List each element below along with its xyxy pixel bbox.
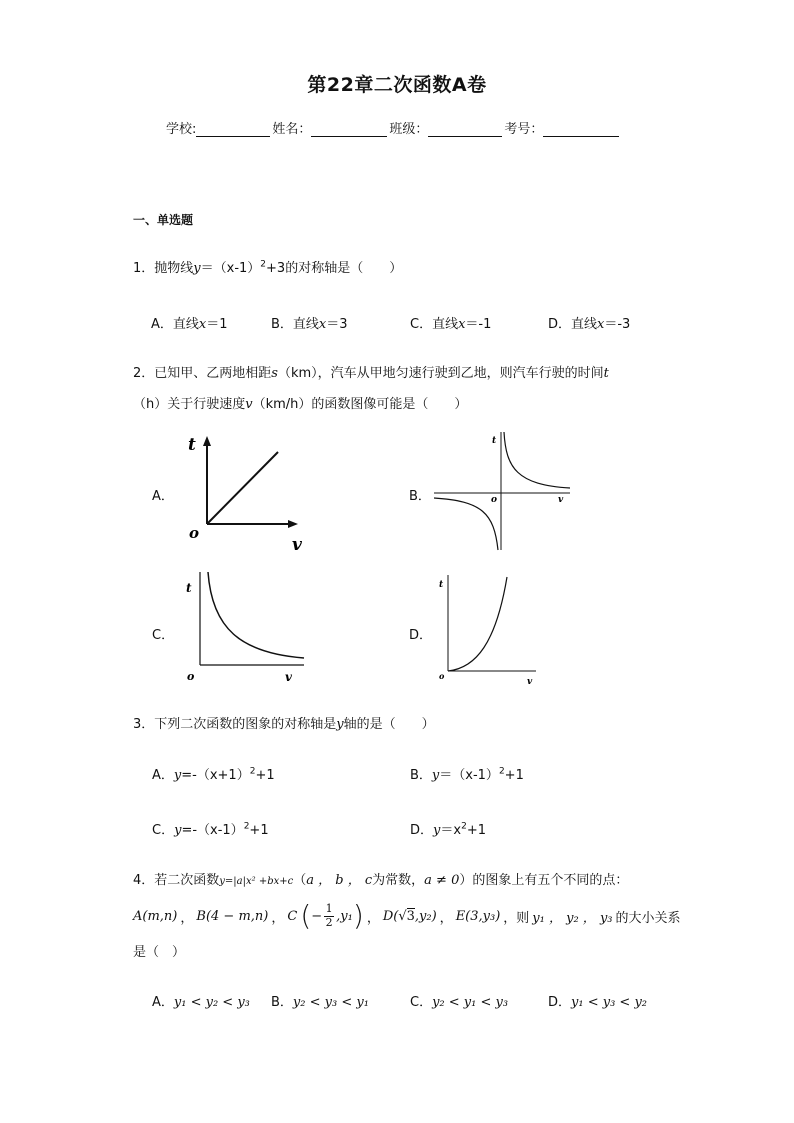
q4-point-a: A(m,n): [133, 908, 178, 924]
q3-option-d-tail: +1: [466, 823, 486, 838]
q4-point-c-denominator: 2: [325, 915, 333, 929]
graph-a-line: [207, 452, 278, 524]
section-heading: 一、单选题: [133, 213, 194, 227]
q1-exponent: 2: [260, 259, 267, 270]
q1-option-c-label: C．直线: [410, 317, 459, 332]
q4-comma-2: ，: [271, 910, 285, 926]
q4-sqrt-sign: √: [398, 908, 407, 924]
q4-text-b: （: [293, 873, 307, 888]
q4-option-a-label: A．: [152, 995, 174, 1010]
q3-option-c-tail: +1: [249, 823, 269, 838]
q2-graph-b[interactable]: [432, 428, 574, 553]
q2-text-c: （h）关于行驶速度: [133, 397, 246, 412]
q2-var-s: s: [271, 366, 278, 381]
q3-option-c-label: C．: [152, 823, 175, 838]
q4-option-c[interactable]: [410, 991, 508, 1010]
q1-option-d-label: D．直线: [548, 317, 598, 332]
q4-option-c-text: y₂ < y₁ < y₃: [432, 995, 509, 1010]
class-blank[interactable]: [428, 122, 502, 137]
graph-a-origin-label: o: [189, 524, 200, 542]
q4-text-c: 为常数，: [372, 873, 425, 888]
q4-option-d-label: D．: [548, 995, 572, 1010]
graph-b-origin-label: o: [491, 495, 498, 505]
q4-point-c-fraction: [324, 903, 334, 929]
q1-option-b-label: B．直线: [271, 317, 319, 332]
graph-b-curve-left: [434, 498, 498, 550]
q1-option-b-value: ＝3: [326, 317, 348, 332]
q1-stem-text: 1．抛物线: [133, 261, 194, 276]
q3-option-b-tail: +1: [504, 768, 524, 783]
q3-option-c-y: y: [174, 823, 182, 838]
q3-option-a-y: y: [173, 768, 182, 783]
graph-c-v-label: v: [285, 670, 292, 684]
q4-option-a[interactable]: [152, 991, 250, 1010]
q4-option-c-label: C．: [410, 995, 433, 1010]
q3-option-b-expr: ＝（x-1）: [439, 768, 499, 783]
q2-text-a: 2．已知甲、乙两地相距: [133, 366, 272, 381]
q3-text-a: 3．下列二次函数的图象的对称轴是: [133, 717, 337, 732]
student-info-line: [166, 118, 621, 137]
q4-text-d: ）的图象上有五个不同的点：: [459, 873, 629, 888]
graph-b-curve-right: [504, 432, 570, 488]
q4-point-d-pre: D(: [382, 908, 399, 924]
q1-option-a[interactable]: [151, 313, 228, 332]
q4-sqrt-radicand: 3: [406, 909, 415, 924]
graph-b-t-label: t: [492, 436, 497, 446]
q1-option-d-var: x: [597, 317, 605, 332]
question-4-stem-line1: [133, 869, 628, 888]
q1-var-y: y: [193, 261, 201, 276]
graph-c-curve: [208, 572, 304, 658]
q3-option-b-label: B．: [410, 768, 432, 783]
q1-option-d-value: ＝-3: [604, 317, 631, 332]
q4-vars: y₁ ， y₂ ， y₃: [532, 910, 613, 926]
q3-option-d-expr: ＝x: [440, 823, 462, 838]
graph-d-curve: [448, 577, 507, 671]
question-4-stem-line2: [133, 899, 681, 932]
q3-option-d[interactable]: [410, 819, 486, 838]
name-blank[interactable]: [311, 122, 387, 137]
q3-var-y: y: [336, 717, 344, 732]
q4-point-c-minus: −: [311, 908, 323, 924]
q4-text-a: 4．若二次函数: [133, 873, 220, 888]
q4-point-c-name: C: [287, 908, 298, 924]
q4-point-c-coords: [300, 899, 364, 932]
q3-option-c[interactable]: [152, 819, 269, 838]
q1-option-b-var: x: [318, 317, 327, 332]
q3-option-a-expr: =-（x+1）: [181, 768, 250, 783]
question-2-stem-line1: [133, 362, 609, 381]
graph-b-v-label: v: [558, 495, 564, 505]
q4-option-d[interactable]: [548, 991, 647, 1010]
class-label: 班级：: [389, 122, 429, 137]
q2-text-b: （km），汽车从甲地匀速行驶到乙地，则汽车行驶的时间: [277, 366, 604, 381]
q4-option-b-text: y₂ < y₃ < y₁: [292, 995, 369, 1010]
q4-point-b: B(4 − m,n): [196, 908, 269, 924]
q4-option-b-label: B．: [271, 995, 293, 1010]
q3-option-a-tail: +1: [255, 768, 275, 783]
q4-comma-1: ，: [180, 910, 194, 926]
q1-option-a-value: ＝1: [206, 317, 228, 332]
q3-option-c-expr: =-（x-1）: [181, 823, 244, 838]
q2-graph-a[interactable]: [180, 430, 310, 555]
q4-point-d: [383, 908, 437, 924]
graph-d-t-label: t: [439, 580, 444, 590]
q1-option-c-var: x: [458, 317, 466, 332]
q2-var-v: v: [245, 397, 253, 412]
q2-var-t: t: [603, 366, 609, 381]
q3-option-a-exp: 2: [249, 766, 256, 777]
q2-graph-d[interactable]: [436, 573, 540, 688]
q4-point-c-numerator: 1: [325, 901, 333, 915]
q3-option-a[interactable]: [152, 764, 275, 783]
question-3-stem: [133, 713, 435, 732]
graph-d-v-label: v: [527, 677, 533, 687]
q3-option-c-exp: 2: [243, 821, 250, 832]
name-label: 姓名：: [272, 122, 312, 137]
number-label: 考号：: [504, 122, 544, 137]
graph-a-t-arrow: [203, 436, 211, 446]
q3-option-d-label: D．: [410, 823, 434, 838]
graph-a-v-arrow: [288, 520, 298, 528]
school-blank[interactable]: [196, 122, 270, 137]
q4-option-a-text: y₁ < y₂ < y₃: [173, 995, 250, 1010]
q1-option-a-var: x: [198, 317, 207, 332]
q4-point-c-y1: ,y₁: [336, 908, 353, 924]
graph-c-origin-label: o: [187, 670, 195, 683]
q4-params: a ， b ， c: [306, 873, 373, 888]
graph-a-v-label: v: [292, 535, 302, 555]
graph-d-origin-label: o: [439, 671, 445, 681]
q4-comma-4: ，: [439, 910, 453, 926]
q4-comma-3: ，: [366, 910, 380, 926]
q3-option-b-y: y: [431, 768, 440, 783]
q1-option-d[interactable]: [548, 313, 630, 332]
q2-option-c[interactable]: C．: [152, 628, 175, 643]
q3-option-b-exp: 2: [498, 766, 505, 777]
q1-stem-tail: +3的对称轴是（ ）: [266, 261, 403, 276]
q4-text-then: ，则: [503, 910, 530, 926]
question-2-stem-line2: [133, 393, 467, 412]
q1-option-c-value: ＝-1: [465, 317, 492, 332]
question-4-stem-line3: 是（ ）: [133, 945, 186, 960]
q4-condition: a ≠ 0: [424, 873, 460, 888]
q4-text-relation: 的大小关系: [615, 910, 681, 926]
school-label: 学校:: [166, 122, 197, 137]
q3-option-d-exp: 2: [461, 821, 467, 832]
q1-option-a-label: A．直线: [151, 317, 199, 332]
q3-option-b[interactable]: [410, 764, 524, 783]
q4-point-d-post: ,y₂): [414, 908, 437, 924]
q4-function: y=|a|x² +bx+c: [219, 876, 294, 887]
q4-point-c-lparen: (: [300, 899, 312, 932]
page-title: 第22章二次函数A卷: [307, 74, 487, 96]
graph-a-t-label: t: [188, 435, 196, 455]
q4-option-b[interactable]: [271, 991, 369, 1010]
q1-expr: ＝（x-1）: [200, 261, 261, 276]
q3-text-b: 轴的是（ ）: [343, 717, 435, 732]
graph-c-t-label: t: [186, 581, 192, 595]
q2-option-a[interactable]: A．: [152, 489, 174, 504]
q4-point-e: E(3,y₃): [455, 908, 501, 924]
q3-option-a-label: A．: [152, 768, 174, 783]
number-blank[interactable]: [543, 122, 619, 137]
q1-option-c[interactable]: [410, 313, 491, 332]
q4-option-d-text: y₁ < y₃ < y₂: [571, 995, 647, 1010]
question-1-stem: [133, 257, 402, 276]
q1-option-b[interactable]: [271, 313, 348, 332]
q3-option-d-y: y: [433, 823, 441, 838]
q2-option-d[interactable]: D．: [409, 628, 433, 643]
q2-graph-c[interactable]: [180, 568, 308, 690]
q4-point-c-rparen: ): [352, 899, 364, 932]
q2-option-b[interactable]: B．: [409, 489, 431, 504]
q2-text-d: （km/h）的函数图像可能是（ ）: [252, 397, 468, 412]
